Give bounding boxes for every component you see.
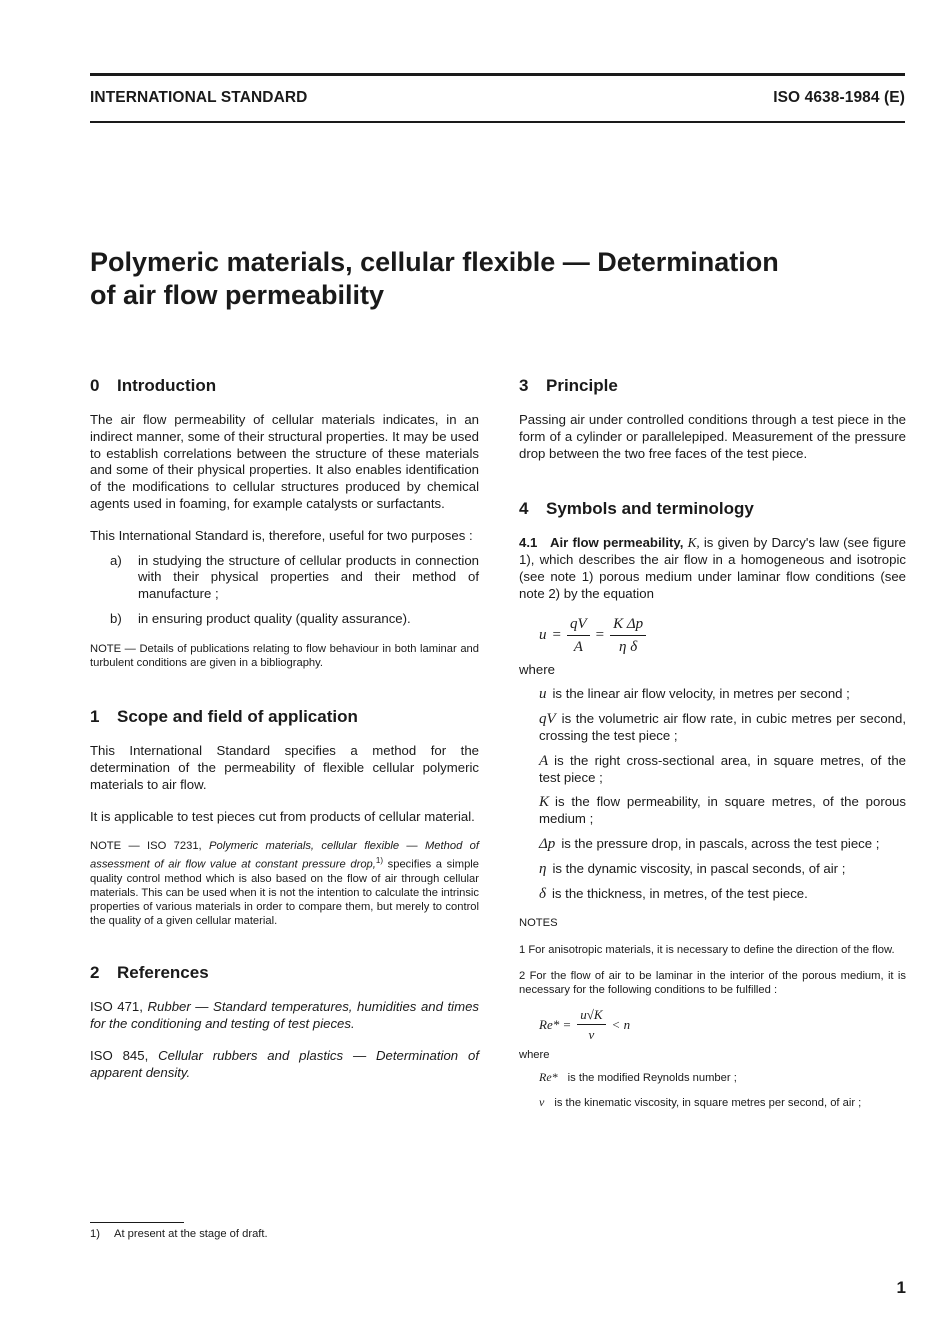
right-column [519, 375, 906, 1110]
symbol: ν [539, 1094, 545, 1109]
symbol: δ [539, 885, 546, 902]
reference-iso-471: ISO 471, Rubber — Standard temperatures, humidities and times for the conditioning and testing of test pieces. [90, 999, 480, 1032]
symbol-definition [539, 794, 906, 828]
reference-iso-845: ISO 845, Cellular rubbers and plastics — Determination of apparent density. [90, 1047, 479, 1080]
symbol-definitions [539, 686, 906, 902]
principle-paragraph: Passing air under controlled conditions through a test piece in the form of a cylinder or parallelepiped. Measurement of the pressure drop between the two free faces of the test piece. [519, 412, 906, 461]
symbol-definition [539, 1095, 906, 1110]
reynolds-equation: Re* = $\frac{u√K}{\nu}$ < n [539, 1007, 631, 1043]
where-label: where [519, 661, 555, 677]
symbol-definition [539, 861, 906, 878]
symbol-description: is the linear air flow velocity, in metres per second ; [552, 686, 850, 702]
symbol: Δp [539, 835, 556, 852]
left-column [90, 375, 479, 1082]
scope-paragraph-2: It is applicable to test pieces cut from products of cellular material. [90, 808, 475, 824]
symbol-definition [539, 886, 906, 903]
header-left: INTERNATIONAL STANDARD [90, 89, 308, 106]
symbol: Re* [539, 1070, 558, 1085]
intro-note: NOTE — Details of publications relating to flow behaviour in both laminar and turbulent conditions are given in a bibliography. [90, 642, 479, 669]
header-top-rule [90, 73, 905, 76]
darcy-equation: u = $\frac{qV}{A}$ = $\frac{\text{K Δp}}{\text{η δ}}$ [539, 615, 906, 656]
header-bottom-rule [90, 121, 905, 123]
section-heading-principle: 3 Principle [519, 376, 618, 395]
symbol-definition [539, 836, 906, 853]
symbol-description: is the flow permeability, in square metres, of the porous medium ; [539, 794, 906, 827]
note-2: 2 For the flow of air to be laminar in the interior of the porous medium, it is necessary for the following conditions to be fulfilled : [519, 969, 906, 996]
symbol-description: is the dynamic viscosity, in pascal seconds, of air ; [552, 860, 846, 876]
symbol-description: is the kinematic viscosity, in square metres per second, of air ; [554, 1096, 862, 1109]
section-heading-symbols: 4 Symbols and terminology [519, 499, 754, 519]
symbol: u [539, 686, 547, 703]
equation-fraction-flow: $\frac{qV}{A}$ [567, 615, 590, 656]
note-1: 1 For anisotropic materials, it is necessary to define the direction of the flow. [519, 943, 895, 956]
intro-list-item-b: b) in ensuring product quality (quality assurance). [110, 610, 411, 626]
document-title-line2: of air flow permeability [90, 280, 385, 310]
symbol: A [539, 752, 549, 769]
symbol: K [539, 794, 550, 811]
section-heading-scope: 1 Scope and field of application [90, 707, 358, 727]
scope-paragraph-1: This International Standard specifies a method for the determination of the permeability of flexible cellular polymeric materials to air flow. [90, 743, 479, 792]
symbol: η [539, 860, 547, 877]
symbol-description: is the pressure drop, in pascals, across the test piece ; [561, 835, 880, 851]
page-number: 1 [896, 1278, 906, 1297]
equation-fraction-reynolds: $\frac{u√K}{\nu}$ [577, 1007, 605, 1042]
where-label-2: where [519, 1049, 550, 1062]
section-heading-introduction: 0 Introduction [90, 376, 217, 395]
symbol: qV [539, 711, 556, 728]
scope-note: NOTE — ISO 7231, Polymeric materials, cellular flexible — Method of assessment of air flow value at constant pressure drop,$^{1)}$ specifies a simple quality control method which is also based on the flow of air through cellular materials. This can be used when it is not the intention to calculate the intrinsic properties of various materials in order to compare them, but merely to control the quality of a given cellular material. [90, 840, 479, 928]
symbol-definition [539, 753, 906, 787]
symbol-description: is the right cross-sectional area, in square metres, of the test piece ; [539, 752, 906, 785]
footnote: 1) At present at the stage of draft. [90, 1228, 268, 1240]
intro-paragraph-2: This International Standard is, therefore, useful for two purposes : [90, 527, 473, 543]
symbol-definition [539, 1070, 906, 1085]
document-title [90, 246, 890, 312]
symbol-description: is the volumetric air flow rate, in cubic metres per second, crossing the test piece ; [539, 711, 906, 743]
intro-list-item-a: a) in studying the structure of cellular products in connection with their physical properties and their method of manufacture ; [110, 552, 479, 602]
symbol-definition [539, 686, 906, 703]
equation-fraction-darcy: $\frac{\text{K Δp}}{\text{η δ}}$ [610, 615, 646, 656]
clause-4-1: 4.1 Air flow permeability, K, is given by Darcy's law (see figure 1), which describes the air flow in a homogeneous and isotropic (see note 1) porous medium under laminar flow conditions (see note 2) by the equation [519, 535, 907, 601]
intro-paragraph-1: The air flow permeability of cellular materials indicates, in an indirect manner, some of their structural properties. It may be used to establish correlations between the structure of these materials and some of their physical properties. It also enables identification of the modifications to cellular structures produced by chemical agents used in foaming, for example catalysts or surfactants. [90, 412, 479, 511]
footnote-rule [90, 1222, 184, 1223]
section-heading-references: 2 References [90, 963, 209, 983]
document-title-line1: Polymeric materials, cellular flexible — Determination [90, 247, 779, 277]
symbol-definition [539, 711, 906, 745]
header-right: ISO 4638-1984 (E) [773, 89, 905, 106]
symbol-description: is the modified Reynolds number ; [567, 1072, 737, 1085]
symbol-description: is the thickness, in metres, of the test piece. [551, 885, 808, 901]
reynolds-definitions [539, 1070, 906, 1109]
notes-heading: NOTES [519, 917, 558, 930]
